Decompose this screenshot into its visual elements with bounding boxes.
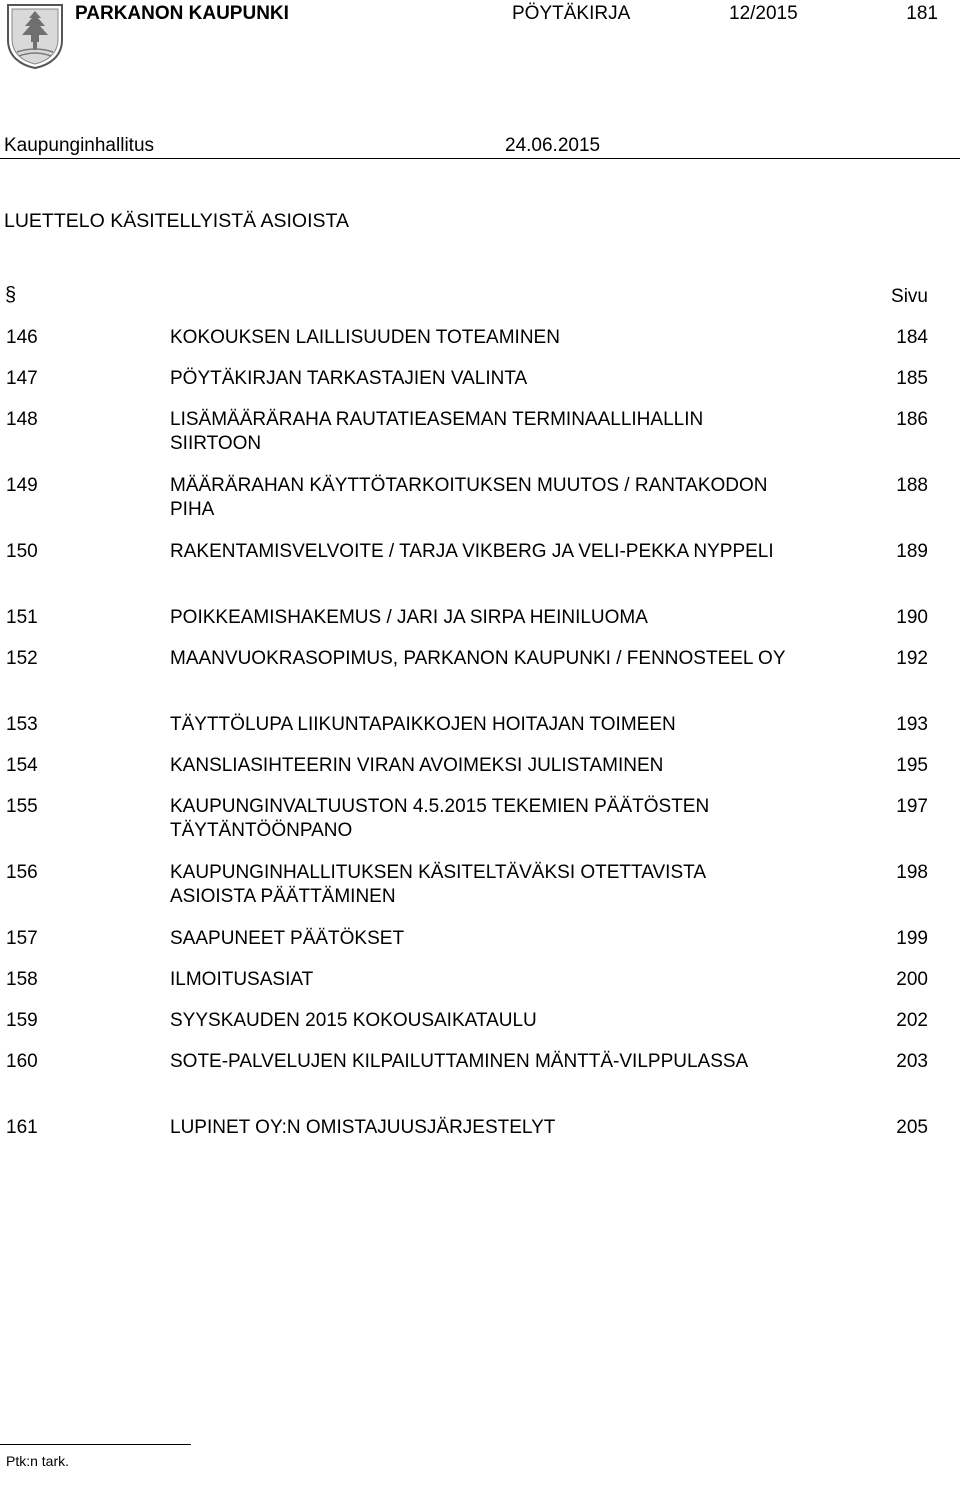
toc-item-number: 157 [6, 928, 38, 949]
toc-item-number: 152 [6, 648, 38, 669]
toc-item-page: 203 [896, 1051, 928, 1072]
paragraph-symbol: § [5, 284, 17, 306]
meeting-body: Kaupunginhallitus [4, 135, 155, 156]
toc-row [0, 408, 960, 474]
footer-divider [0, 1444, 191, 1445]
toc-item-page: 198 [896, 862, 928, 883]
toc-item-title: KOKOUKSEN LAILLISUUDEN TOTEAMINEN [170, 327, 560, 348]
document-type: PÖYTÄKIRJA [512, 3, 631, 24]
toc-item-title: RAKENTAMISVELVOITE / TARJA VIKBERG JA VELI-PEKKA NYPPELI [170, 541, 774, 562]
toc-item-page: 200 [896, 969, 928, 990]
toc-row [0, 1050, 960, 1116]
toc-item-title: ILMOITUSASIAT [170, 969, 314, 990]
toc-item-title: KAUPUNGINVALTUUSTON 4.5.2015 TEKEMIEN PÄÄTÖSTEN TÄYTÄNTÖÖNPANO [170, 796, 710, 841]
toc-item-page: 185 [896, 368, 928, 389]
toc-item-page: 205 [896, 1117, 928, 1138]
toc-item-page: 186 [896, 409, 928, 430]
toc-row [0, 713, 960, 754]
toc-item-number: 154 [6, 755, 38, 776]
toc-row [0, 968, 960, 1009]
toc-item-number: 156 [6, 862, 38, 883]
toc-item-title: LISÄMÄÄRÄRAHA RAUTATIEASEMAN TERMINAALLIHALLIN SIIRTOON [170, 409, 704, 454]
toc-item-title: KAUPUNGINHALLITUKSEN KÄSITELTÄVÄKSI OTETTAVISTA ASIOISTA PÄÄTTÄMINEN [170, 862, 705, 907]
toc-item-number: 149 [6, 475, 38, 496]
toc-item-page: 193 [896, 714, 928, 735]
section-title: LUETTELO KÄSITELLYISTÄ ASIOISTA [4, 210, 349, 232]
page-column-label: Sivu [891, 286, 928, 307]
toc-row [0, 326, 960, 367]
toc-item-page: 192 [896, 648, 928, 669]
toc-list [0, 326, 960, 1157]
toc-item-title: MAANVUOKRASOPIMUS, PARKANON KAUPUNKI / FENNOSTEEL OY [170, 648, 786, 669]
toc-item-page: 202 [896, 1010, 928, 1031]
toc-row [0, 754, 960, 795]
toc-row [0, 927, 960, 968]
toc-item-page: 188 [896, 475, 928, 496]
toc-item-page: 195 [896, 755, 928, 776]
toc-item-number: 151 [6, 607, 38, 628]
toc-row [0, 795, 960, 861]
toc-row [0, 606, 960, 647]
toc-item-number: 159 [6, 1010, 38, 1031]
toc-row [0, 1009, 960, 1050]
toc-item-page: 190 [896, 607, 928, 628]
toc-item-title: SAAPUNEET PÄÄTÖKSET [170, 928, 405, 949]
page-number: 181 [906, 3, 938, 24]
toc-item-title: POIKKEAMISHAKEMUS / JARI JA SIRPA HEINILUOMA [170, 607, 648, 628]
header-divider [0, 158, 960, 159]
toc-item-title: PÖYTÄKIRJAN TARKASTAJIEN VALINTA [170, 368, 528, 389]
toc-row [0, 367, 960, 408]
organization-name: PARKANON KAUPUNKI [75, 3, 289, 24]
footer-label: Ptk:n tark. [6, 1453, 70, 1469]
toc-item-number: 161 [6, 1117, 38, 1138]
toc-item-title: TÄYTTÖLUPA LIIKUNTAPAIKKOJEN HOITAJAN TOIMEEN [170, 714, 676, 735]
toc-item-page: 184 [896, 327, 928, 348]
toc-item-page: 189 [896, 541, 928, 562]
toc-item-title: SYYSKAUDEN 2015 KOKOUSAIKATAULU [170, 1010, 537, 1031]
toc-item-page: 199 [896, 928, 928, 949]
toc-item-title: KANSLIASIHTEERIN VIRAN AVOIMEKSI JULISTAMINEN [170, 755, 664, 776]
toc-item-number: 150 [6, 541, 38, 562]
toc-row [0, 540, 960, 606]
document-number: 12/2015 [729, 3, 798, 24]
toc-item-number: 146 [6, 327, 38, 348]
toc-item-number: 158 [6, 969, 38, 990]
toc-item-page: 197 [896, 796, 928, 817]
toc-item-number: 153 [6, 714, 38, 735]
toc-item-title: LUPINET OY:N OMISTAJUUSJÄRJESTELYT [170, 1117, 556, 1138]
toc-item-title: SOTE-PALVELUJEN KILPAILUTTAMINEN MÄNTTÄ-VILPPULASSA [170, 1051, 749, 1072]
municipal-coat-of-arms-icon [5, 2, 65, 70]
toc-item-number: 160 [6, 1051, 38, 1072]
toc-item-number: 148 [6, 409, 38, 430]
toc-item-title: MÄÄRÄRAHAN KÄYTTÖTARKOITUKSEN MUUTOS / RANTAKODON PIHA [170, 475, 768, 520]
toc-item-number: 147 [6, 368, 38, 389]
toc-row [0, 1116, 960, 1157]
toc-row [0, 861, 960, 927]
toc-row [0, 474, 960, 540]
meeting-date: 24.06.2015 [505, 135, 601, 156]
toc-item-number: 155 [6, 796, 38, 817]
toc-row [0, 647, 960, 713]
